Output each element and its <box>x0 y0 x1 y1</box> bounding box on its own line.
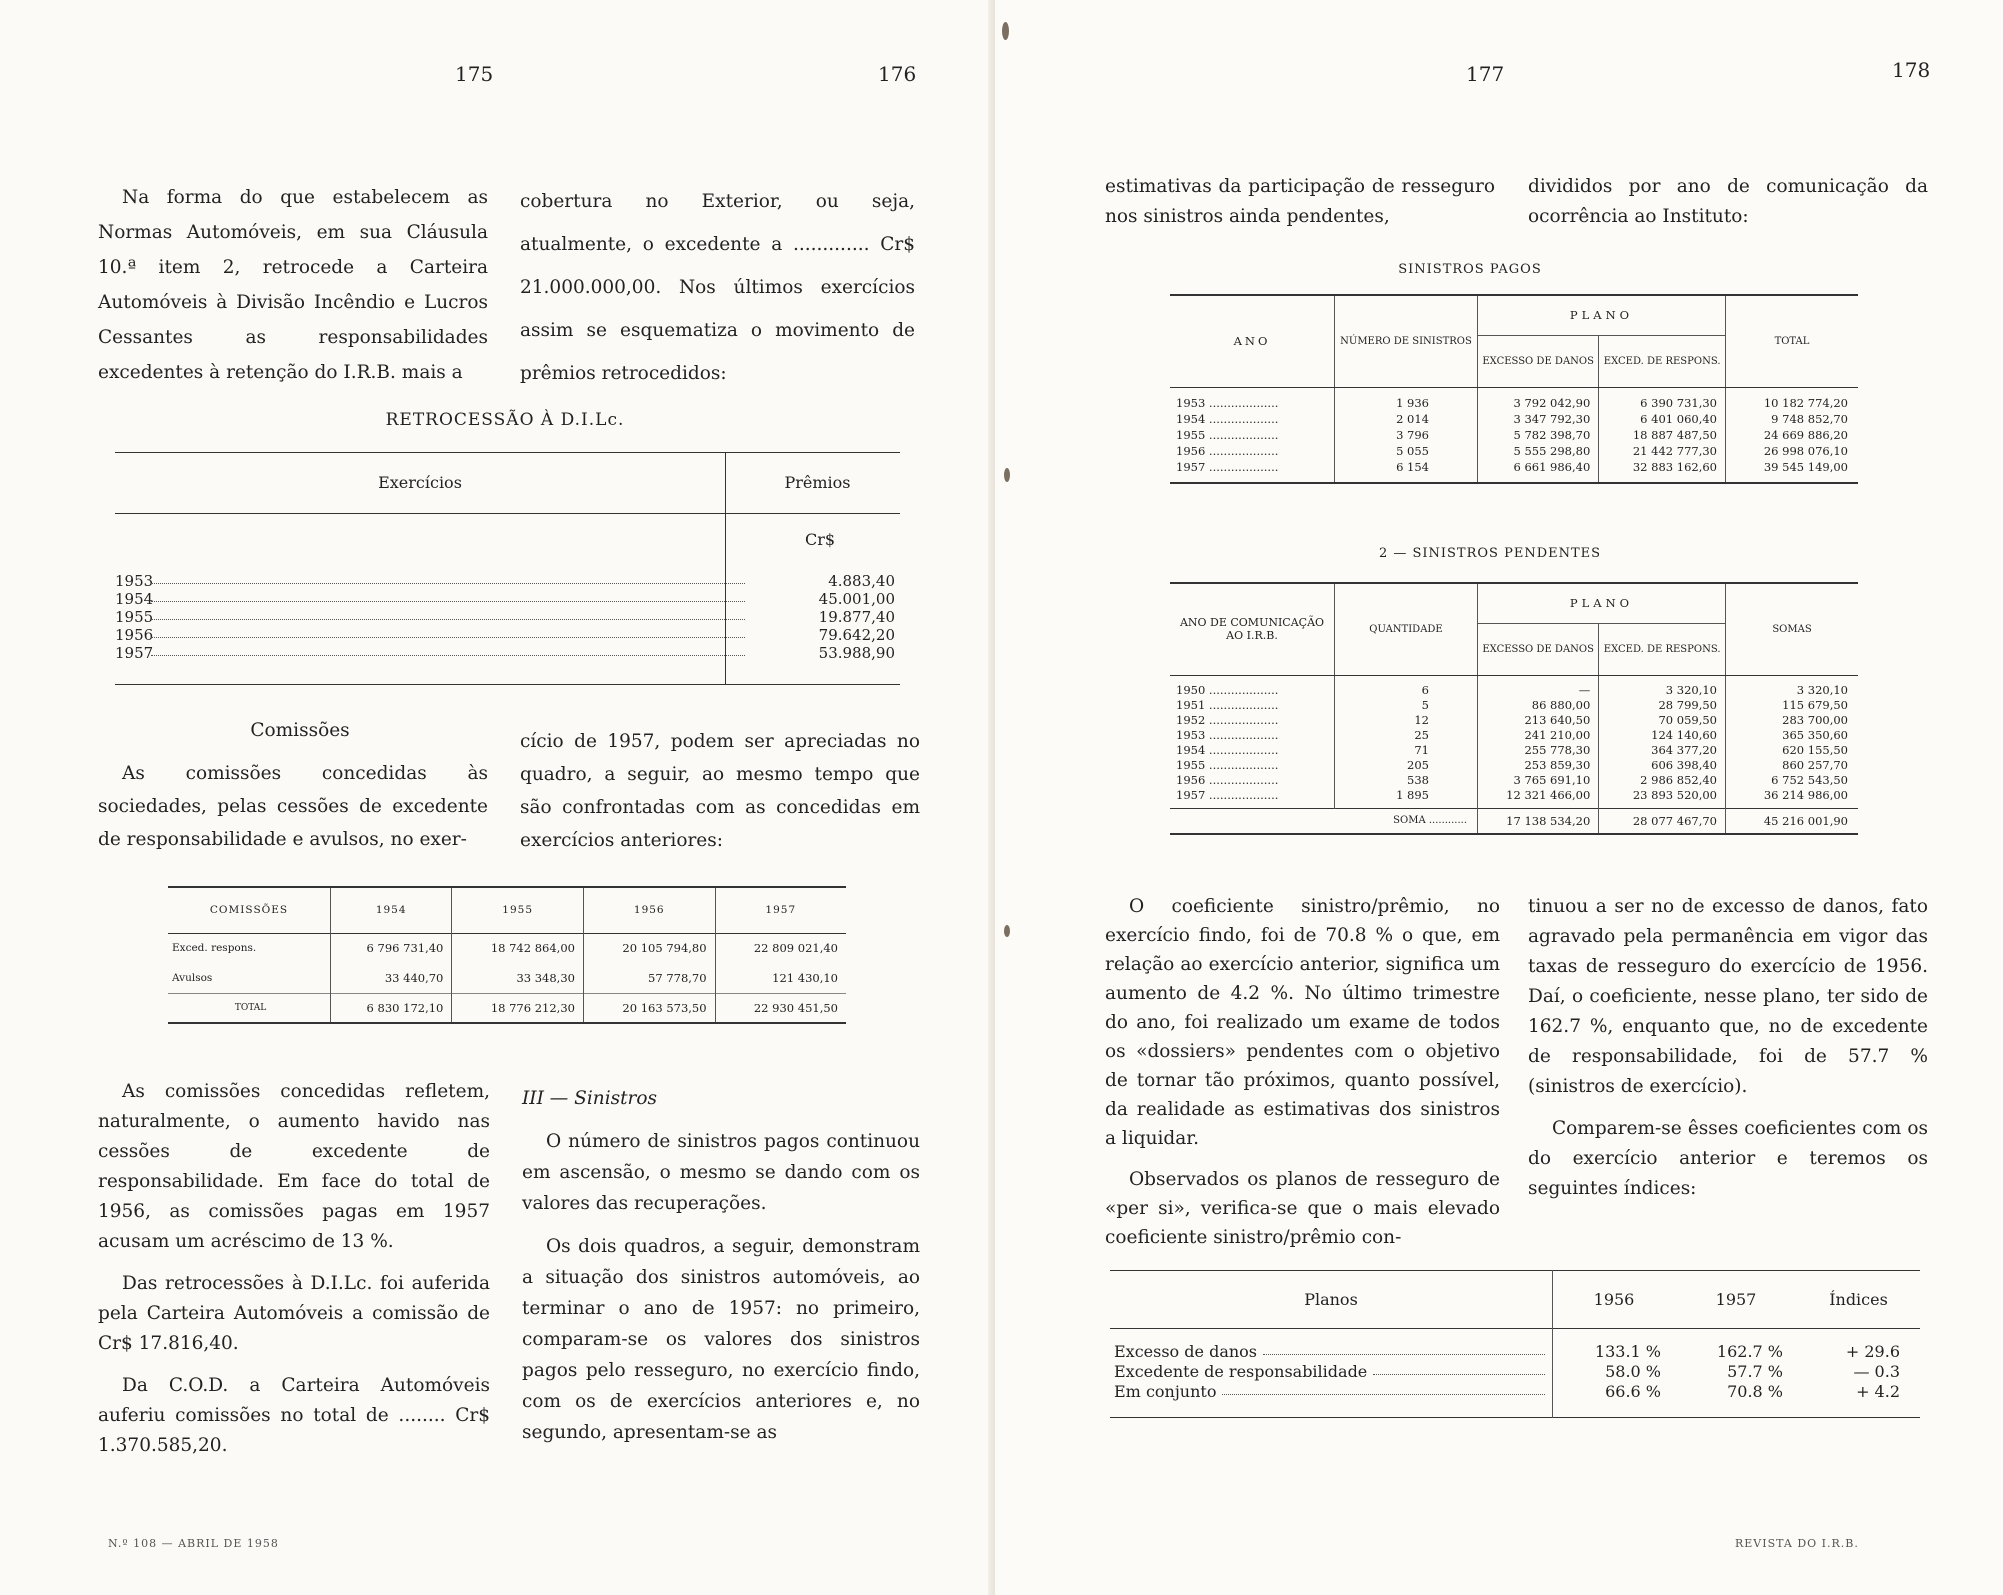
comissoes-header: 1956 <box>583 887 715 933</box>
pendentes-table-title: 2 — SINISTROS PENDENTES <box>1378 546 1602 561</box>
retro-row <box>115 590 895 608</box>
indices-1957: 70.8 % <box>1727 1382 1783 1401</box>
p176-paragraph: cobertura no Exterior, ou seja, atualmente, o excedente a ............. Cr$ 21.000.000,00. Nos últimos exercícios assim se esquematiza o movimento de prêmios retrocedidos: <box>520 191 915 384</box>
pendentes-year-label: 1951 <box>1176 697 1206 712</box>
pagos-total: 10 182 774,20 <box>1763 395 1848 410</box>
p178-paragraph: tinuou a ser no de excesso de danos, fato agravado pela permanência em vigor das taxas de resseguro do exercício de 1956. Daí, o coeficiente, nesse plano, ter sido de 162.7 %, enquanto que, no de excedente de responsabilidade, foi de 57.7 % (sinistros de exercício). <box>1528 896 1928 1097</box>
indices-1957: 162.7 % <box>1716 1342 1783 1361</box>
pendentes-row <box>1170 773 1858 788</box>
pagos-total: 26 998 076,10 <box>1763 443 1848 458</box>
indices-1956: 66.6 % <box>1605 1382 1661 1401</box>
pendentes-row <box>1170 743 1858 758</box>
pendentes-excesso: 213 640,50 <box>1478 713 1599 728</box>
indices-label-text: Excesso de danos <box>1114 1342 1257 1361</box>
pagos-num: 3 796 <box>1335 427 1478 443</box>
pagos-year-label: 1956 <box>1176 443 1206 458</box>
pagos-year-label: 1954 <box>1176 411 1206 426</box>
p177-paragraph: estimativas da participação de resseguro nos sinistros ainda pendentes, <box>1105 176 1495 227</box>
p177-paragraph: Observados os planos de resseguro de «per si», verifica-se que o mais elevado coeficiente sinistro/prêmio con- <box>1105 1169 1500 1248</box>
p177-paragraph: O coeficiente sinistro/prêmio, no exercício findo, foi de 70.8 % o que, em relação ao exercício anterior, significa um aumento de 4.2 %. No último trimestre do ano, foi realizado um exame de todos os «dossiers» pendentes com o objetivo de tornar tão próximos, quanto possível, da realidade as estimativas dos sinistros a liquidar. <box>1105 896 1500 1149</box>
indices-header-1957: 1957 <box>1715 1290 1757 1309</box>
p175-top-column <box>98 180 488 402</box>
pendentes-year: 1956 ................... <box>1170 773 1335 788</box>
retro-table-header <box>115 452 900 514</box>
pendentes-excesso: 241 210,00 <box>1478 728 1599 743</box>
pendentes-exced: 2 986 852,40 <box>1599 773 1726 788</box>
indices-label <box>1110 1362 1553 1382</box>
pendentes-row <box>1170 758 1858 773</box>
indices-row <box>1110 1382 1920 1418</box>
comissoes-header: COMISSÕES <box>168 887 331 933</box>
page-number-176: 176 <box>878 62 917 86</box>
pendentes-qty: 71 <box>1335 743 1478 758</box>
retro-header-premios: Prêmios <box>784 473 851 492</box>
pendentes-row <box>1170 698 1858 713</box>
pagos-total: 9 748 852,70 <box>1771 411 1848 426</box>
p175-mid-column <box>98 757 488 868</box>
pagos-excesso: 3 347 792,30 <box>1478 411 1599 427</box>
pendentes-qty: 205 <box>1335 758 1478 773</box>
comissoes-row <box>168 993 846 1023</box>
comissoes-value: 22 809 021,40 <box>753 941 838 956</box>
indices-1956: 58.0 % <box>1605 1362 1661 1381</box>
pendentes-year: 1954 ................... <box>1170 743 1335 758</box>
indices-label-text: Em conjunto <box>1114 1382 1217 1401</box>
binding-mark <box>1004 925 1010 937</box>
pendentes-excesso: 253 859,30 <box>1478 758 1599 773</box>
retro-header-exercicios: Exercícios <box>378 473 462 492</box>
pendentes-row <box>1170 728 1858 743</box>
pagos-total: 39 545 149,00 <box>1763 459 1848 474</box>
retro-year: 1953 <box>115 572 154 590</box>
pendentes-soma: 620 155,50 <box>1782 742 1848 757</box>
pendentes-header-excesso: EXCESSO DE DANOS <box>1478 623 1599 675</box>
retro-year: 1954 <box>115 590 154 608</box>
p177-bottom-column <box>1105 892 1500 1264</box>
page-number-178: 178 <box>1892 58 1931 82</box>
comissoes-heading: Comissões <box>250 720 350 741</box>
comissoes-row-label: Avulsos <box>168 963 331 993</box>
pendentes-exced: 364 377,20 <box>1599 743 1726 758</box>
p178-top-column <box>1528 172 1928 244</box>
p177-top-column <box>1105 172 1495 244</box>
pagos-exced: 6 390 731,30 <box>1599 387 1726 411</box>
pagos-num: 1 936 <box>1335 387 1478 411</box>
pendentes-qty: 5 <box>1335 698 1478 713</box>
comissoes-value: 33 348,30 <box>452 963 584 993</box>
indices-row <box>1110 1362 1920 1382</box>
pagos-excesso: 5 782 398,70 <box>1478 427 1599 443</box>
pendentes-qty: 25 <box>1335 728 1478 743</box>
pagos-exced: 21 442 777,30 <box>1599 443 1726 459</box>
pendentes-soma: 36 214 986,00 <box>1763 787 1848 802</box>
pagos-exced: 32 883 162,60 <box>1599 459 1726 483</box>
pendentes-soma-excesso: 17 138 534,20 <box>1478 808 1599 834</box>
indices-value: + 29.6 <box>1845 1342 1900 1361</box>
p178-footer: REVISTA DO I.R.B. <box>1735 1537 1859 1550</box>
p176-bottom-column <box>522 1083 920 1460</box>
pendentes-header-quantidade: QUANTIDADE <box>1335 583 1478 675</box>
pendentes-header-exced: EXCED. DE RESPONS. <box>1599 623 1726 675</box>
pendentes-header-plano: PLANO <box>1478 583 1726 623</box>
indices-value: + 4.2 <box>1856 1382 1900 1401</box>
pendentes-exced: 70 059,50 <box>1599 713 1726 728</box>
comissoes-value: 18 742 864,00 <box>452 933 584 963</box>
comissoes-value: 20 163 573,50 <box>583 993 715 1023</box>
p176-paragraph: Os dois quadros, a seguir, demonstram a situação dos sinistros automóveis, ao terminar o ano de 1957: no primeiro, comparam-se os valores dos sinistros pagos pelo resseguro, no exercício findo, com os de exercícios anteriores e, no segundo, apresentam-se as <box>522 1236 920 1443</box>
pagos-header-numero: NÚMERO DE SINISTROS <box>1335 295 1478 387</box>
pendentes-exced: 3 320,10 <box>1599 675 1726 698</box>
binding-mark <box>1004 468 1010 482</box>
retro-value: 79.642,20 <box>818 626 895 644</box>
pagos-year: 1957 ................... <box>1170 459 1335 483</box>
pagos-table-title: SINISTROS PAGOS <box>1398 262 1542 277</box>
pendentes-qty: 538 <box>1335 773 1478 788</box>
pagos-num: 6 154 <box>1335 459 1478 483</box>
indices-table <box>1110 1270 1920 1418</box>
retro-table-title: RETROCESSÃO À D.I.Lc. <box>385 410 625 430</box>
pagos-year-label: 1953 <box>1176 395 1206 410</box>
pendentes-year: 1952 ................... <box>1170 713 1335 728</box>
pendentes-table <box>1170 582 1858 835</box>
pendentes-row <box>1170 675 1858 698</box>
comissoes-header: 1957 <box>765 904 797 917</box>
pagos-excesso: 5 555 298,80 <box>1478 443 1599 459</box>
comissoes-row-label: TOTAL <box>168 993 331 1023</box>
pendentes-year: 1950 ................... <box>1170 675 1335 698</box>
comissoes-header: 1954 <box>331 887 452 933</box>
pendentes-soma: 283 700,00 <box>1782 712 1848 727</box>
pagos-row <box>1170 387 1858 411</box>
p178-bottom-column <box>1528 892 1928 1216</box>
indices-label-text: Excedente de responsabilidade <box>1114 1362 1368 1381</box>
pagos-row <box>1170 459 1858 483</box>
indices-row <box>1110 1329 1920 1363</box>
retro-year: 1956 <box>115 626 154 644</box>
p176-paragraph: O número de sinistros pagos continuou em ascensão, o mesmo se dando com os valores das recuperações. <box>522 1131 920 1214</box>
pagos-row <box>1170 443 1858 459</box>
pendentes-year-label: 1954 <box>1176 742 1206 757</box>
pendentes-header-somas: SOMAS <box>1726 583 1859 675</box>
pagos-excesso: 6 661 986,40 <box>1478 459 1599 483</box>
comissoes-value: 6 830 172,10 <box>331 993 452 1023</box>
indices-header-1956: 1956 <box>1593 1290 1635 1309</box>
pagos-exced: 6 401 060,40 <box>1599 411 1726 427</box>
pagos-year-label: 1957 <box>1176 459 1206 474</box>
comissoes-value: 22 930 451,50 <box>753 1000 838 1015</box>
indices-header-indices: Índices <box>1829 1290 1888 1309</box>
comissoes-value: 57 778,70 <box>583 963 715 993</box>
retro-value: 19.877,40 <box>818 608 895 626</box>
pendentes-year: 1957 ................... <box>1170 788 1335 809</box>
pagos-header-excesso: EXCESSO DE DANOS <box>1478 335 1599 387</box>
pendentes-soma-exced: 28 077 467,70 <box>1599 808 1726 834</box>
pagos-num: 2 014 <box>1335 411 1478 427</box>
p175-footer: N.º 108 — ABRIL DE 1958 <box>108 1537 279 1550</box>
pagos-table <box>1170 294 1858 484</box>
pagos-year: 1954 ................... <box>1170 411 1335 427</box>
indices-1956: 133.1 % <box>1594 1342 1661 1361</box>
retro-year: 1957 <box>115 644 154 662</box>
sinistros-heading: III — Sinistros <box>522 1088 658 1109</box>
pendentes-row <box>1170 788 1858 809</box>
page-number-177: 177 <box>1466 62 1505 86</box>
pagos-year: 1953 ................... <box>1170 387 1335 411</box>
pendentes-qty: 1 895 <box>1335 788 1478 809</box>
pendentes-exced: 606 398,40 <box>1599 758 1726 773</box>
pagos-header-total: TOTAL <box>1726 295 1859 387</box>
pendentes-soma-label: SOMA ............ <box>1170 808 1478 834</box>
pendentes-qty: 12 <box>1335 713 1478 728</box>
pendentes-year-label: 1957 <box>1176 787 1206 802</box>
pagos-exced: 18 887 487,50 <box>1599 427 1726 443</box>
pendentes-soma-total: 45 216 001,90 <box>1763 813 1848 828</box>
pagos-header-ano: ANO <box>1170 295 1335 387</box>
pendentes-year-label: 1952 <box>1176 712 1206 727</box>
p178-paragraph: divididos por ano de comunicação da ocorrência ao Instituto: <box>1528 176 1928 227</box>
retro-year: 1955 <box>115 608 154 626</box>
pagos-year: 1955 ................... <box>1170 427 1335 443</box>
retro-rows <box>115 572 895 662</box>
comissoes-row <box>168 963 846 993</box>
p176-paragraph: cício de 1957, podem ser apreciadas no quadro, a seguir, ao mesmo tempo que são confrontadas com as concedidas em exercícios anteriores: <box>520 731 920 851</box>
pendentes-soma: 860 257,70 <box>1782 757 1848 772</box>
pagos-total: 24 669 886,20 <box>1763 427 1848 442</box>
pagos-excesso: 3 792 042,90 <box>1478 387 1599 411</box>
comissoes-value: 18 776 212,30 <box>452 993 584 1023</box>
pendentes-year-label: 1950 <box>1176 682 1206 697</box>
comissoes-value: 121 430,10 <box>772 970 838 985</box>
comissoes-row <box>168 933 846 963</box>
comissoes-table <box>168 886 846 1024</box>
retro-row <box>115 626 895 644</box>
p175-bottom-column <box>98 1077 490 1473</box>
pagos-year: 1956 ................... <box>1170 443 1335 459</box>
p175-paragraph: Na forma do que estabelecem as Normas Automóveis, em sua Cláusula 10.ª item 2, retrocede a Carteira Automóveis à Divisão Incêndio e Lucros Cessantes as responsabilidades excedentes à retenção do I.R.B. mais a <box>98 187 488 383</box>
comissoes-value: 20 105 794,80 <box>583 933 715 963</box>
p178-paragraph: Comparem-se êsses coeficientes com os do exercício anterior e teremos os seguintes índices: <box>1528 1118 1928 1199</box>
pendentes-soma: 365 350,60 <box>1782 727 1848 742</box>
pendentes-exced: 124 140,60 <box>1599 728 1726 743</box>
pendentes-soma: 3 320,10 <box>1796 682 1848 697</box>
retro-row <box>115 608 895 626</box>
retro-table-body <box>115 514 900 685</box>
retro-row <box>115 572 895 590</box>
retro-value: 4.883,40 <box>828 572 895 590</box>
p175-paragraph: As comissões concedidas refletem, naturalmente, o aumento havido nas cessões de excedente de responsabilidade. Em face do total de 1956, as comissões pagas em 1957 acusam um acréscimo de 13 %. <box>98 1081 490 1252</box>
pendentes-soma: 115 679,50 <box>1782 697 1848 712</box>
retro-value: 53.988,90 <box>818 644 895 662</box>
pendentes-year: 1955 ................... <box>1170 758 1335 773</box>
comissoes-row-label: Exced. respons. <box>168 933 331 963</box>
pendentes-year-label: 1953 <box>1176 727 1206 742</box>
pendentes-excesso: 255 778,30 <box>1478 743 1599 758</box>
pendentes-exced: 23 893 520,00 <box>1599 788 1726 809</box>
pendentes-row <box>1170 713 1858 728</box>
p175-paragraph: As comissões concedidas às sociedades, pelas cessões de excedente de responsabilidade e avulsos, no exer- <box>98 763 488 850</box>
indices-label <box>1110 1382 1553 1418</box>
pendentes-year-label: 1956 <box>1176 772 1206 787</box>
pagos-header-exced: EXCED. DE RESPONS. <box>1599 335 1726 387</box>
p175-paragraph: Das retrocessões à D.I.Lc. foi auferida pela Carteira Automóveis a comissão de Cr$ 17.816,40. <box>98 1273 490 1354</box>
page-number-175: 175 <box>455 62 494 86</box>
pendentes-year: 1953 ................... <box>1170 728 1335 743</box>
pagos-row <box>1170 427 1858 443</box>
retro-currency: Cr$ <box>805 530 836 549</box>
retro-value: 45.001,00 <box>818 590 895 608</box>
retro-row <box>115 644 895 662</box>
indices-value: — 0.3 <box>1853 1362 1900 1381</box>
indices-header-planos: Planos <box>1110 1271 1553 1329</box>
pendentes-year-label: 1955 <box>1176 757 1206 772</box>
pendentes-excesso: 3 765 691,10 <box>1478 773 1599 788</box>
pagos-header-plano: PLANO <box>1478 295 1726 335</box>
p176-top-column <box>520 180 915 407</box>
pendentes-excesso: 86 880,00 <box>1478 698 1599 713</box>
comissoes-header: 1955 <box>452 887 584 933</box>
pendentes-year: 1951 ................... <box>1170 698 1335 713</box>
pendentes-excesso: — <box>1478 675 1599 698</box>
pendentes-soma: 6 752 543,50 <box>1771 772 1848 787</box>
pendentes-excesso: 12 321 466,00 <box>1478 788 1599 809</box>
p175-paragraph: Da C.O.D. a Carteira Automóveis auferiu comissões no total de ........ Cr$ 1.370.585,20. <box>98 1375 490 1456</box>
pendentes-header-ano: ANO DE COMUNICAÇÃO AO I.R.B. <box>1170 583 1335 675</box>
pagos-year-label: 1955 <box>1176 427 1206 442</box>
pendentes-qty: 6 <box>1335 675 1478 698</box>
pagos-row <box>1170 411 1858 427</box>
comissoes-value: 6 796 731,40 <box>331 933 452 963</box>
retro-table <box>115 452 900 685</box>
pagos-num: 5 055 <box>1335 443 1478 459</box>
binding-mark <box>1002 22 1009 40</box>
p176-mid-column <box>520 725 920 869</box>
comissoes-value: 33 440,70 <box>331 963 452 993</box>
pendentes-exced: 28 799,50 <box>1599 698 1726 713</box>
indices-label <box>1110 1329 1553 1363</box>
indices-1957: 57.7 % <box>1727 1362 1783 1381</box>
